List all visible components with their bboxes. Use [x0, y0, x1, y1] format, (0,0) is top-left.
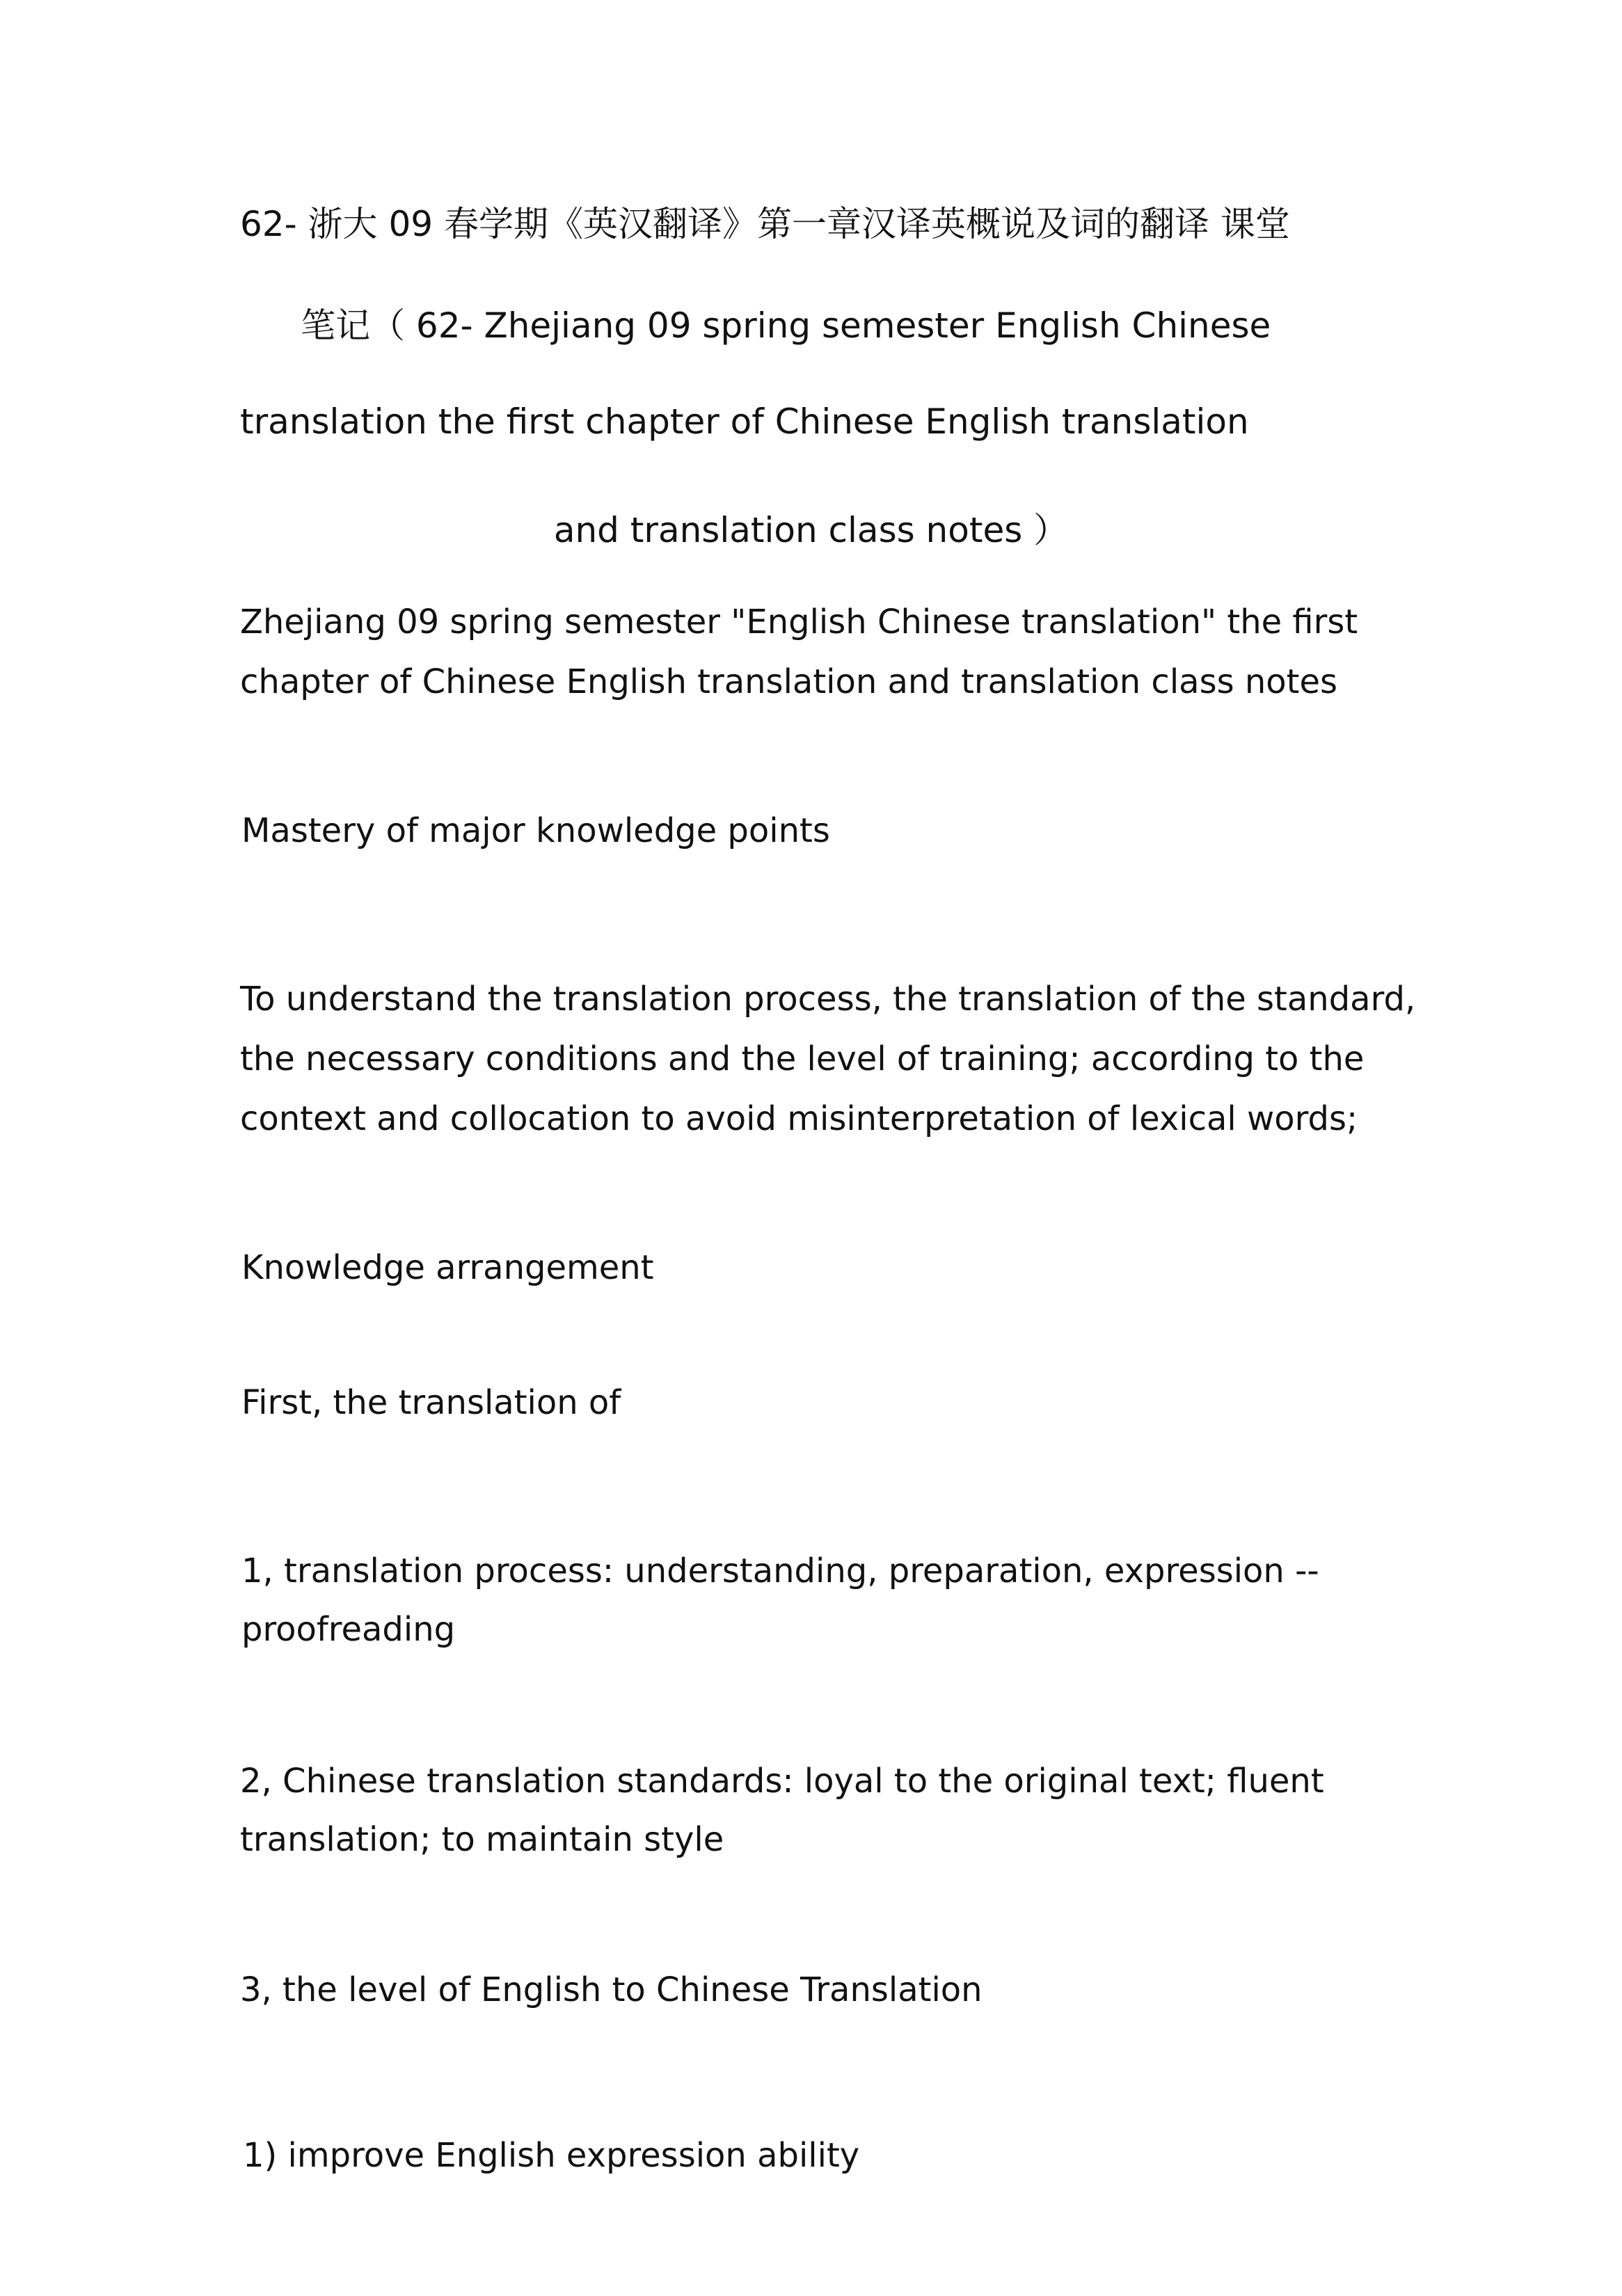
title-line-2: 笔记（ 62- Zhejiang 09 spring semester English Chinese	[301, 305, 1271, 346]
list-item-3-sub-1: 1) improve English expression ability	[243, 2136, 860, 2175]
mastery-text-line-3: context and collocation to avoid misinterpretation of lexical words;	[240, 1099, 1358, 1138]
subtitle-line-2: chapter of Chinese English translation and translation class notes	[240, 662, 1337, 701]
section-heading-first: First, the translation of	[241, 1383, 621, 1422]
section-heading-arrangement: Knowledge arrangement	[241, 1248, 654, 1287]
list-item-1-line-2: proofreading	[241, 1610, 456, 1649]
subtitle-line-1: Zhejiang 09 spring semester "English Chinese translation" the first	[240, 603, 1358, 641]
list-item-3: 3, the level of English to Chinese Translation	[240, 1970, 983, 2009]
title-line-1: 62- 浙大 09 春学期《英汉翻译》第一章汉译英概说及词的翻译 课堂	[240, 204, 1290, 244]
title-line-4: and translation class notes ）	[553, 510, 1069, 550]
section-heading-mastery: Mastery of major knowledge points	[241, 811, 830, 850]
mastery-text-line-2: the necessary conditions and the level of training; according to the	[240, 1039, 1365, 1078]
list-item-1-line-1: 1, translation process: understanding, preparation, expression --	[241, 1552, 1319, 1591]
title-line-3: translation the first chapter of Chinese English translation	[240, 401, 1249, 442]
list-item-2-line-2: translation; to maintain style	[240, 1820, 724, 1859]
list-item-2-line-1: 2, Chinese translation standards: loyal to the original text; fluent	[240, 1762, 1324, 1801]
mastery-text-line-1: To understand the translation process, the translation of the standard,	[240, 980, 1416, 1019]
